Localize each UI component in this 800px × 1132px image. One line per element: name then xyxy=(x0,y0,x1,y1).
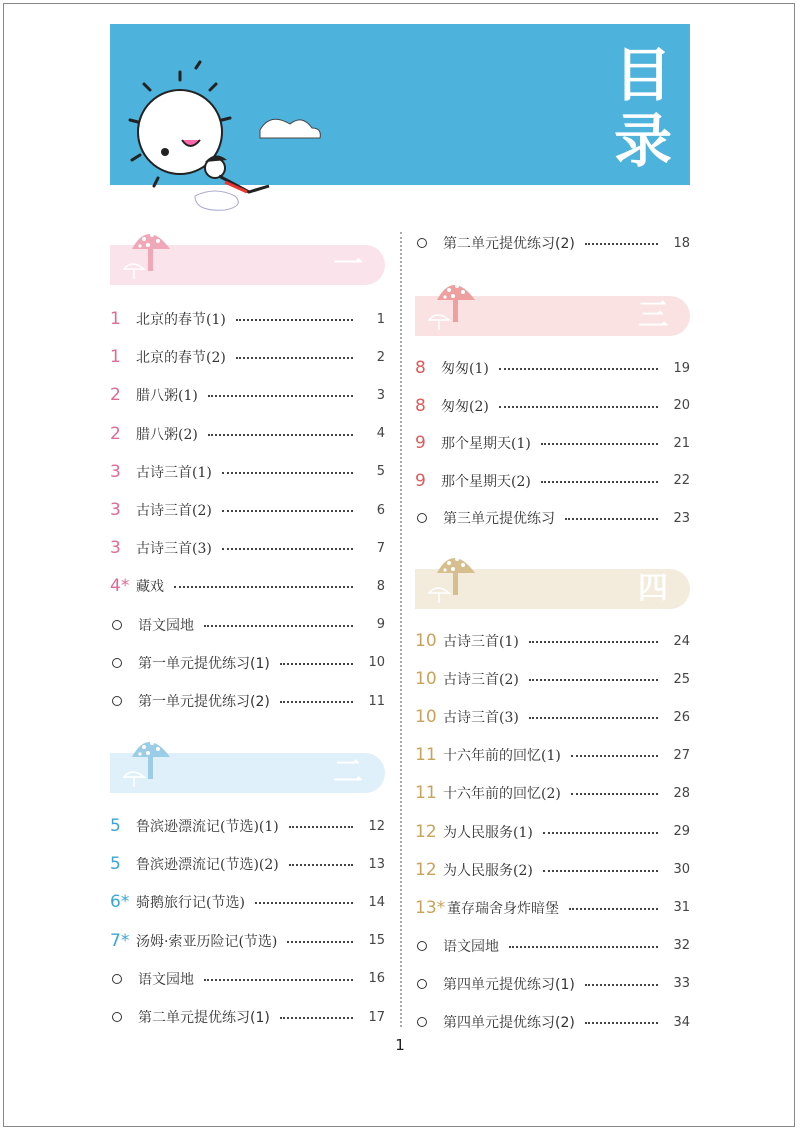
toc-entry[interactable] xyxy=(415,1011,690,1033)
entry-page-number: 12 xyxy=(368,818,385,834)
entry-page-number: 14 xyxy=(368,894,385,910)
entry-title: 古诗三首(3) xyxy=(443,710,519,727)
entry-title: 语文园地 xyxy=(443,938,499,955)
entry-title: 十六年前的回忆(2) xyxy=(443,786,561,803)
entry-title: 古诗三首(1) xyxy=(136,464,212,481)
leader-dots xyxy=(204,979,353,981)
toc-entry[interactable] xyxy=(415,821,690,843)
entry-title: 古诗三首(2) xyxy=(136,503,212,519)
entry-page-number: 21 xyxy=(673,435,690,451)
entry-title: 骑鹅旅行记(节选) xyxy=(136,895,245,912)
lesson-number: 3 xyxy=(110,461,121,482)
toc-entry[interactable] xyxy=(415,507,690,529)
entry-title: 那个星期天(2) xyxy=(441,473,531,490)
entry-page-number: 26 xyxy=(673,709,690,725)
entry-page-number: 23 xyxy=(673,510,690,526)
toc-entry[interactable] xyxy=(415,782,690,804)
entry-page-number: 1 xyxy=(376,311,385,327)
entry-title: 腊八粥(2) xyxy=(136,426,198,443)
entry-page-number: 24 xyxy=(673,633,690,649)
toc-entry[interactable] xyxy=(110,652,385,674)
leader-dots xyxy=(543,832,658,834)
toc-entry[interactable] xyxy=(110,614,385,636)
leader-dots xyxy=(208,395,353,397)
page-title: 目 录 xyxy=(613,41,672,175)
leader-dots xyxy=(571,755,658,757)
lesson-number: 2 xyxy=(110,385,121,406)
leader-dots xyxy=(585,243,658,245)
entry-page-number: 4 xyxy=(376,426,385,442)
entry-page-number: 3 xyxy=(376,387,385,403)
leader-dots xyxy=(569,908,658,910)
toc-entry[interactable] xyxy=(415,706,690,728)
leader-dots xyxy=(541,481,658,483)
toc-entry[interactable] xyxy=(110,423,385,445)
entry-title: 语文园地 xyxy=(138,971,194,988)
leader-dots xyxy=(289,826,353,828)
entry-title: 第四单元提优练习(1) xyxy=(443,976,575,993)
lesson-number: 7* xyxy=(110,930,130,951)
entry-page-number: 28 xyxy=(673,785,690,801)
entry-page-number: 7 xyxy=(376,540,385,556)
toc-entry[interactable] xyxy=(415,432,690,454)
leader-dots xyxy=(543,870,658,872)
toc-entry[interactable] xyxy=(415,935,690,957)
column-divider xyxy=(400,232,402,1027)
mushroom-icon xyxy=(423,547,483,607)
lesson-number: 1 xyxy=(110,309,121,329)
lesson-number: 6* xyxy=(110,892,130,913)
entry-title: 语文园地 xyxy=(138,617,194,634)
lesson-number: 3 xyxy=(110,538,121,559)
circle-bullet-icon xyxy=(112,620,122,630)
entry-title: 腊八粥(1) xyxy=(136,388,198,405)
toc-entry[interactable] xyxy=(415,232,690,254)
circle-bullet-icon xyxy=(112,696,122,706)
entry-page-number: 34 xyxy=(673,1014,690,1030)
mushroom-icon xyxy=(118,731,178,791)
entry-title: 古诗三首(2) xyxy=(443,672,519,689)
entry-page-number: 32 xyxy=(673,938,690,954)
lesson-number: 1 xyxy=(110,347,121,368)
entry-title: 为人民服务(2) xyxy=(443,862,533,879)
entry-page-number: 13 xyxy=(368,856,385,872)
entry-title: 北京的春节(2) xyxy=(136,350,226,367)
entry-title: 匆匆(1) xyxy=(441,361,489,377)
lesson-number: 10 xyxy=(415,631,437,651)
toc-entry[interactable] xyxy=(415,470,690,492)
section-numeral: 一 xyxy=(333,247,363,282)
entry-title: 鲁滨逊漂流记(节选)(2) xyxy=(136,857,279,874)
lesson-number: 9 xyxy=(415,433,426,454)
leader-dots xyxy=(174,586,353,588)
entry-title: 第二单元提优练习(1) xyxy=(138,1010,270,1026)
entry-title: 第一单元提优练习(2) xyxy=(138,694,270,710)
lesson-number: 10 xyxy=(415,669,437,690)
entry-page-number: 2 xyxy=(376,349,385,365)
toc-entry[interactable] xyxy=(415,395,690,417)
section-header-2 xyxy=(110,753,385,793)
leader-dots xyxy=(585,984,658,986)
leader-dots xyxy=(529,717,658,719)
leader-dots xyxy=(255,902,353,904)
lesson-number: 8 xyxy=(415,358,426,378)
lesson-number: 8 xyxy=(415,395,426,416)
leader-dots xyxy=(280,663,353,665)
entry-title: 北京的春节(1) xyxy=(136,312,226,328)
toc-entry[interactable] xyxy=(415,897,690,919)
circle-bullet-icon xyxy=(417,941,427,951)
sun-and-child-illustration xyxy=(110,60,360,220)
entry-page-number: 27 xyxy=(673,747,690,763)
entry-page-number: 22 xyxy=(673,473,690,489)
entry-title: 那个星期天(1) xyxy=(441,436,531,453)
entry-title: 第四单元提优练习(2) xyxy=(443,1015,575,1031)
entry-title: 董存瑞舍身炸暗堡 xyxy=(447,900,559,917)
leader-dots xyxy=(204,625,353,627)
leader-dots xyxy=(585,1022,658,1024)
toc-entry[interactable] xyxy=(415,630,690,652)
leader-dots xyxy=(529,679,658,681)
leader-dots xyxy=(280,701,353,703)
leader-dots xyxy=(565,518,658,520)
circle-bullet-icon xyxy=(417,1017,427,1027)
leader-dots xyxy=(571,793,658,795)
entry-title: 汤姆·索亚历险记(节选) xyxy=(136,933,278,950)
entry-page-number: 5 xyxy=(376,464,385,480)
lesson-number: 12 xyxy=(415,859,437,880)
leader-dots xyxy=(222,510,353,512)
section-numeral: 二 xyxy=(333,755,363,790)
leader-dots xyxy=(280,1017,353,1019)
entry-title: 匆匆(2) xyxy=(441,398,489,415)
toc-entry[interactable] xyxy=(110,815,385,837)
section-header-3 xyxy=(415,296,690,336)
entry-title: 鲁滨逊漂流记(节选)(1) xyxy=(136,819,279,835)
entry-title: 古诗三首(3) xyxy=(136,541,212,558)
page-number: 1 xyxy=(395,1036,405,1054)
lesson-number: 11 xyxy=(415,745,437,766)
toc-entry[interactable] xyxy=(110,537,385,559)
entry-page-number: 10 xyxy=(368,655,385,671)
lesson-number: 11 xyxy=(415,783,437,804)
entry-page-number: 25 xyxy=(673,671,690,687)
entry-page-number: 8 xyxy=(376,578,385,594)
toc-entry[interactable] xyxy=(415,357,690,379)
entry-title: 第一单元提优练习(1) xyxy=(138,655,270,672)
lesson-number: 9 xyxy=(415,470,426,491)
lesson-number: 3 xyxy=(110,500,121,520)
entry-page-number: 11 xyxy=(368,693,385,709)
mushroom-icon xyxy=(423,274,483,334)
leader-dots xyxy=(529,641,658,643)
entry-page-number: 19 xyxy=(673,360,690,376)
lesson-number: 2 xyxy=(110,423,121,444)
section-numeral: 四 xyxy=(638,571,668,606)
entry-title: 第三单元提优练习 xyxy=(443,511,555,528)
toc-entry[interactable] xyxy=(110,853,385,875)
toc-entry[interactable] xyxy=(110,346,385,368)
lesson-number: 10 xyxy=(415,707,437,728)
section-header-4 xyxy=(415,569,690,609)
leader-dots xyxy=(509,946,658,948)
entry-page-number: 30 xyxy=(673,862,690,878)
circle-bullet-icon xyxy=(417,513,427,523)
entry-page-number: 20 xyxy=(673,398,690,414)
circle-bullet-icon xyxy=(417,238,427,248)
leader-dots xyxy=(287,941,353,943)
circle-bullet-icon xyxy=(112,1012,122,1022)
entry-title: 第二单元提优练习(2) xyxy=(443,236,575,252)
entry-page-number: 33 xyxy=(673,976,690,992)
entry-page-number: 6 xyxy=(376,502,385,518)
mushroom-icon xyxy=(118,223,178,283)
toc-entry[interactable] xyxy=(110,461,385,483)
entry-page-number: 17 xyxy=(368,1009,385,1025)
section-header-1 xyxy=(110,245,385,285)
entry-page-number: 18 xyxy=(673,235,690,251)
leader-dots xyxy=(499,368,658,370)
toc-entry[interactable] xyxy=(110,690,385,712)
entry-page-number: 29 xyxy=(673,824,690,839)
entry-page-number: 15 xyxy=(368,933,385,949)
toc-entry[interactable] xyxy=(110,930,385,952)
leader-dots xyxy=(289,864,353,866)
toc-entry[interactable] xyxy=(110,308,385,330)
circle-bullet-icon xyxy=(112,658,122,668)
entry-title: 藏戏 xyxy=(136,579,164,596)
toc-entry[interactable] xyxy=(415,859,690,881)
leader-dots xyxy=(499,406,658,408)
circle-bullet-icon xyxy=(417,979,427,989)
circle-bullet-icon xyxy=(112,974,122,984)
leader-dots xyxy=(236,319,353,321)
toc-entry[interactable] xyxy=(415,744,690,766)
toc-entry[interactable] xyxy=(110,575,385,597)
lesson-number: 4* xyxy=(110,576,130,597)
leader-dots xyxy=(208,434,353,436)
entry-page-number: 16 xyxy=(368,971,385,987)
entry-page-number: 9 xyxy=(376,617,385,633)
toc-entry[interactable] xyxy=(110,891,385,913)
toc-entry[interactable] xyxy=(415,668,690,690)
entry-page-number: 31 xyxy=(673,900,690,916)
entry-title: 十六年前的回忆(1) xyxy=(443,748,561,765)
lesson-number: 13* xyxy=(415,897,446,918)
lesson-number: 5 xyxy=(110,854,121,875)
lesson-number: 12 xyxy=(415,821,437,842)
toc-entry[interactable] xyxy=(110,1006,385,1028)
toc-entry[interactable] xyxy=(110,499,385,521)
section-numeral: 三 xyxy=(638,298,668,333)
leader-dots xyxy=(222,548,353,550)
toc-entry[interactable] xyxy=(110,968,385,990)
toc-entry[interactable] xyxy=(415,973,690,995)
entry-title: 为人民服务(1) xyxy=(443,824,533,841)
leader-dots xyxy=(541,443,658,445)
lesson-number: 5 xyxy=(110,816,121,836)
entry-title: 古诗三首(1) xyxy=(443,634,519,650)
leader-dots xyxy=(236,357,353,359)
toc-entry[interactable] xyxy=(110,384,385,406)
leader-dots xyxy=(222,472,353,474)
